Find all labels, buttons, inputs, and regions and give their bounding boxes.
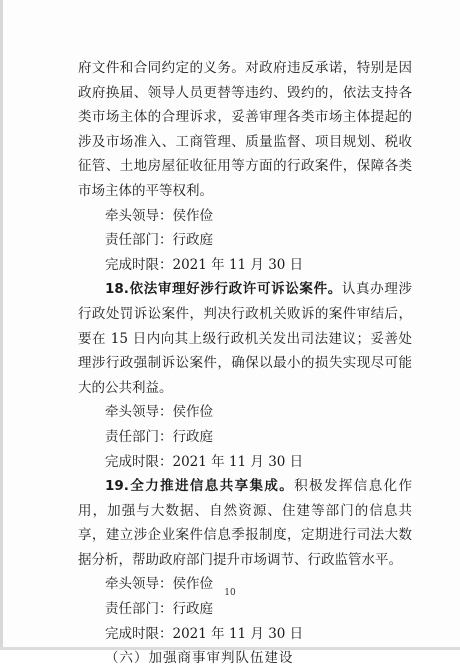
item-19-body: 积极发挥信息化作用，加强与大数据、自然资源、住建等部门的信息共享，建立涉企业案件信息季报制度，定期进行司法大数据分析，帮助政府部门提升市场调节、行政监管水平。 <box>78 478 412 568</box>
deadline: 完成时限：2021 年 11 月 30 日 <box>105 625 304 642</box>
lead-leader: 牵头领导：侯作俭 <box>105 404 213 421</box>
section-heading: （六）加强商事审判队伍建设 <box>105 650 294 667</box>
deadline: 完成时限：2021 年 11 月 30 日 <box>105 453 304 470</box>
lead-leader: 牵头领导：侯作俭 <box>105 576 213 593</box>
page-number: 10 <box>224 588 236 598</box>
scan-edge <box>0 0 3 650</box>
lead-leader: 牵头领导：侯作俭 <box>105 207 213 224</box>
responsible-department: 责任部门：行政庭 <box>105 232 213 249</box>
item-18-body: 认真办理涉行政处罚诉讼案件，判决行政机关败诉的案件审结后，要在 15 日内向其上级行政机关发出司法建议；妥善处理涉行政强制诉讼案件，确保以最小的损失实现尽可能大的公共利益。 <box>78 281 413 396</box>
item-19-heading: 19.全力推进信息共享集成。 <box>105 478 295 495</box>
item-19-paragraph <box>78 474 412 572</box>
deadline: 完成时限：2021 年 11 月 30 日 <box>105 256 304 273</box>
document-body <box>78 56 412 671</box>
responsible-department: 责任部门：行政庭 <box>105 601 213 618</box>
item-18-heading: 18.依法审理好涉行政许可诉讼案件。 <box>105 281 342 298</box>
paragraph-continuation: 府文件和合同约定的义务。对政府违反承诺，特别是因政府换届、领导人员更替等违约、毁约的，依法支持各类市场主体的合理诉求，妥善审理各类市场主体提起的涉及市场准入、工商管理、质量监督、项目规划、税收征管、土地房屋征收征用等方面的行政案件，保障各类市场主体的平等权利。 <box>78 60 412 199</box>
item-18-paragraph <box>78 277 412 400</box>
responsible-department: 责任部门：行政庭 <box>105 428 213 445</box>
